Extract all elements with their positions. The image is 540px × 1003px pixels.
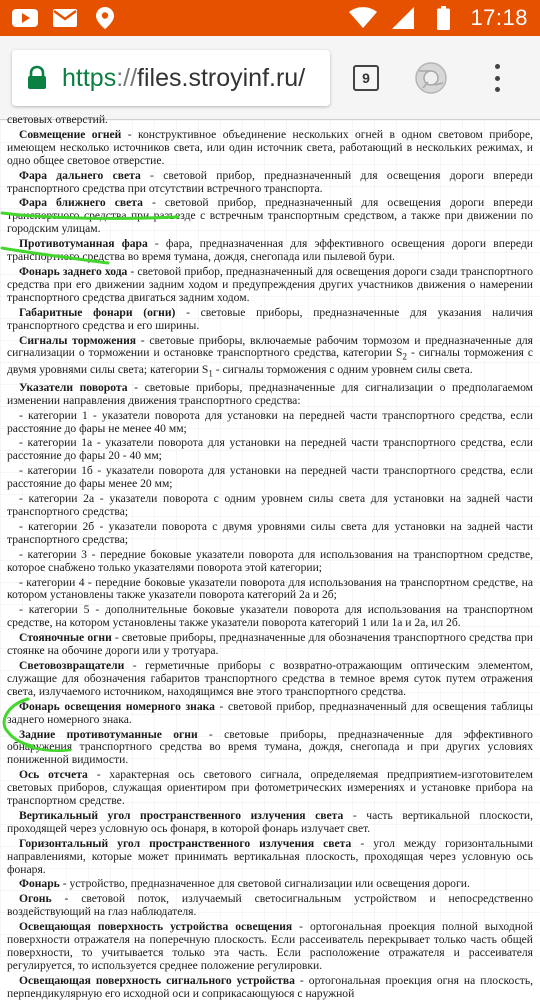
extension-globe-icon[interactable] <box>414 61 448 95</box>
list-item: - категории 1 - указатели поворота для установки на передней части транспортного средства, если расстояние до фары не менее 40 мм; <box>7 408 533 435</box>
term-paragraph: Фонарь заднего хода - световой прибор, предназначенный для освещения дороги сзади транспортного средства при его движении задним ходом и предупреждения других участников движения о намерении транспортного средства двигаться задним ходом. <box>7 264 533 304</box>
term-paragraph: Совмещение огней - конструктивное объединение нескольких огней в одном световом приборе, имеющем несколько источников света, или один источник света, работающий в нескольких режимах, и одно общее световое отверстие. <box>7 127 533 167</box>
list-item: - категории 2а - указатели поворота с одним уровнем силы света для установки на задней части транспортного средства; <box>7 492 533 518</box>
lock-icon[interactable] <box>12 66 62 90</box>
term-paragraph: Габаритные фонари (огни) - световые приборы, предназначенные для указания наличия транспортного средства и его ширины. <box>7 305 533 332</box>
list-item: - категории 2б - указатели поворота с двумя уровнями силы света для установки на задней части транспортного средства; <box>7 519 533 546</box>
term-paragraph: Освещающая поверхность сигнального устройства - ортогональная проекция огня на плоскость, перпендикулярную его исходной оси и соприкасающуюся с наружной <box>7 973 534 1000</box>
status-clock: 17:18 <box>470 5 528 30</box>
overflow-menu-icon[interactable] <box>489 60 505 96</box>
tab-count: 9 <box>362 70 370 86</box>
term-paragraph: Ось отсчета - характерная ось светового сигнала, определяемая предприятием-изготовителем световых приборов, служащая ориентиром при фотометрических измерениях и установке прибора на транспортном средстве. <box>7 768 533 808</box>
youtube-icon <box>12 7 38 29</box>
term-paragraph: Фара ближнего света - световой прибор, предназначенный для освещения дороги впереди транспортного средства при разъезде с встречным транспортным средством, а также при движении по городским улицам. <box>7 196 533 236</box>
wifi-icon <box>350 7 376 29</box>
url-separator: :// <box>116 63 138 92</box>
term-paragraph: Задние противотуманные огни - световые приборы, предназначенные для эффективного обнаружения транспортного средства во время тумана, дождя, снегопада и при других условиях пониженной видимости. <box>7 727 533 767</box>
term-paragraph: Стояночные огни - световые приборы, предназначенные для обозначения транспортного средства при стоянке на обочине дороги или у тротуара. <box>7 631 533 658</box>
location-icon <box>92 7 118 29</box>
term-paragraph: Сигналы торможения - световые приборы, включаемые рабочим тормозом и предназначенные для сигнализации о торможении и остановке транспортного средства, категории $S_2$ - сигналы торможения с двумя уровнями силы света; категории $S_1$ - сигналы торможения с одним уровнем силы света. <box>7 333 534 378</box>
battery-icon <box>430 7 456 29</box>
tab-switcher-button[interactable] <box>353 65 379 91</box>
browser-toolbar <box>0 36 540 120</box>
term-paragraph: Фонарь - устройство, предназначенное для световой сигнализации или освещения дороги. <box>19 877 470 891</box>
list-item: - категории 4 - передние боковые указатели поворота для использования на транспортном средстве, на котором установлены также указатели поворота категорий 2а и 2б; <box>7 575 533 602</box>
list-item: - категории 1б - указатели поворота для установки на передней части транспортного средства, если расстояние до фары менее 20 мм; <box>7 464 533 491</box>
list-item: - категории 5 - дополнительные боковые указатели поворота для использования на транспортном средстве, на котором установлены также указатели поворота категорий 1 или 1а и 2а, ил 2б. <box>7 603 533 630</box>
url-scheme: https <box>62 63 117 92</box>
term-paragraph: Световозвращатели - герметичные приборы с возвратно-отражающим оптическим элементом, служащие для обозначения габаритов транспортного средства в темное время суток путем отражения света, излучаемого источником, находящимся вне этого транспортного средства. <box>7 658 533 698</box>
term-paragraph: Огонь - световой поток, излучаемый светосигнальным устройством и непосредственно воздействующий на глаз наблюдателя. <box>7 892 533 919</box>
signal-icon <box>390 7 416 29</box>
term-paragraph: Фонарь освещения номерного знака - световой прибор, предназначенный для освещения таблицы заднего номерного знака. <box>7 699 533 726</box>
term-paragraph: Указатели поворота - световые приборы, предназначенные для сигнализации о предполагаемом изменении направления движения транспортного средства: <box>7 380 533 407</box>
document-viewport[interactable] <box>0 113 540 1000</box>
term-paragraph: Фара дальнего света - световой прибор, предназначенный для освещения дороги впереди транспортного средства при отсутствии встречного транспорта. <box>7 168 533 195</box>
url-text[interactable] <box>62 64 305 93</box>
list-item: - категории 1а - указатели поворота для установки на передней части транспортного средства, если расстояние до фары 20 - 40 мм; <box>7 436 533 463</box>
doc-line-top: световых отверстий. <box>7 113 108 126</box>
term-paragraph: Вертикальный угол пространственного излучения света - часть вертикальной плоскости, проходящей через условную ось фонаря, в которой фонарь излучает свет. <box>7 808 533 835</box>
list-item: - категории 3 - передние боковые указатели поворота для использования на транспортном средстве, которое снабжено только указателями поворота этой категории; <box>7 547 533 574</box>
gmail-icon <box>52 7 78 29</box>
url-host: files.stroyinf.ru/ <box>137 63 306 92</box>
term-paragraph: Противотуманная фара - фара, предназначенная для эффективного освещения дороги впереди транспортного средства во время тумана, дождя, снегопада или пылевой бури. <box>7 237 533 264</box>
document-text <box>7 114 533 1003</box>
status-bar <box>0 0 540 36</box>
term-paragraph: Горизонтальный угол пространственного излучения света - угол между горизонтальными направлениями, которые может принимать вертикальная плоскость, проходящая через условную ось фонаря. <box>7 836 533 876</box>
term-paragraph: Освещающая поверхность устройства освещения - ортогональная проекция полной выходной поверхности отражателя на поперечную плоскость. Если рассеиватель перекрывает только часть общей поверхности, то учитывается только эта часть. Если расположение отражателя и рассеивателя регулируется, то используется среднее положение регулировки. <box>7 920 533 972</box>
address-bar[interactable] <box>12 50 330 106</box>
